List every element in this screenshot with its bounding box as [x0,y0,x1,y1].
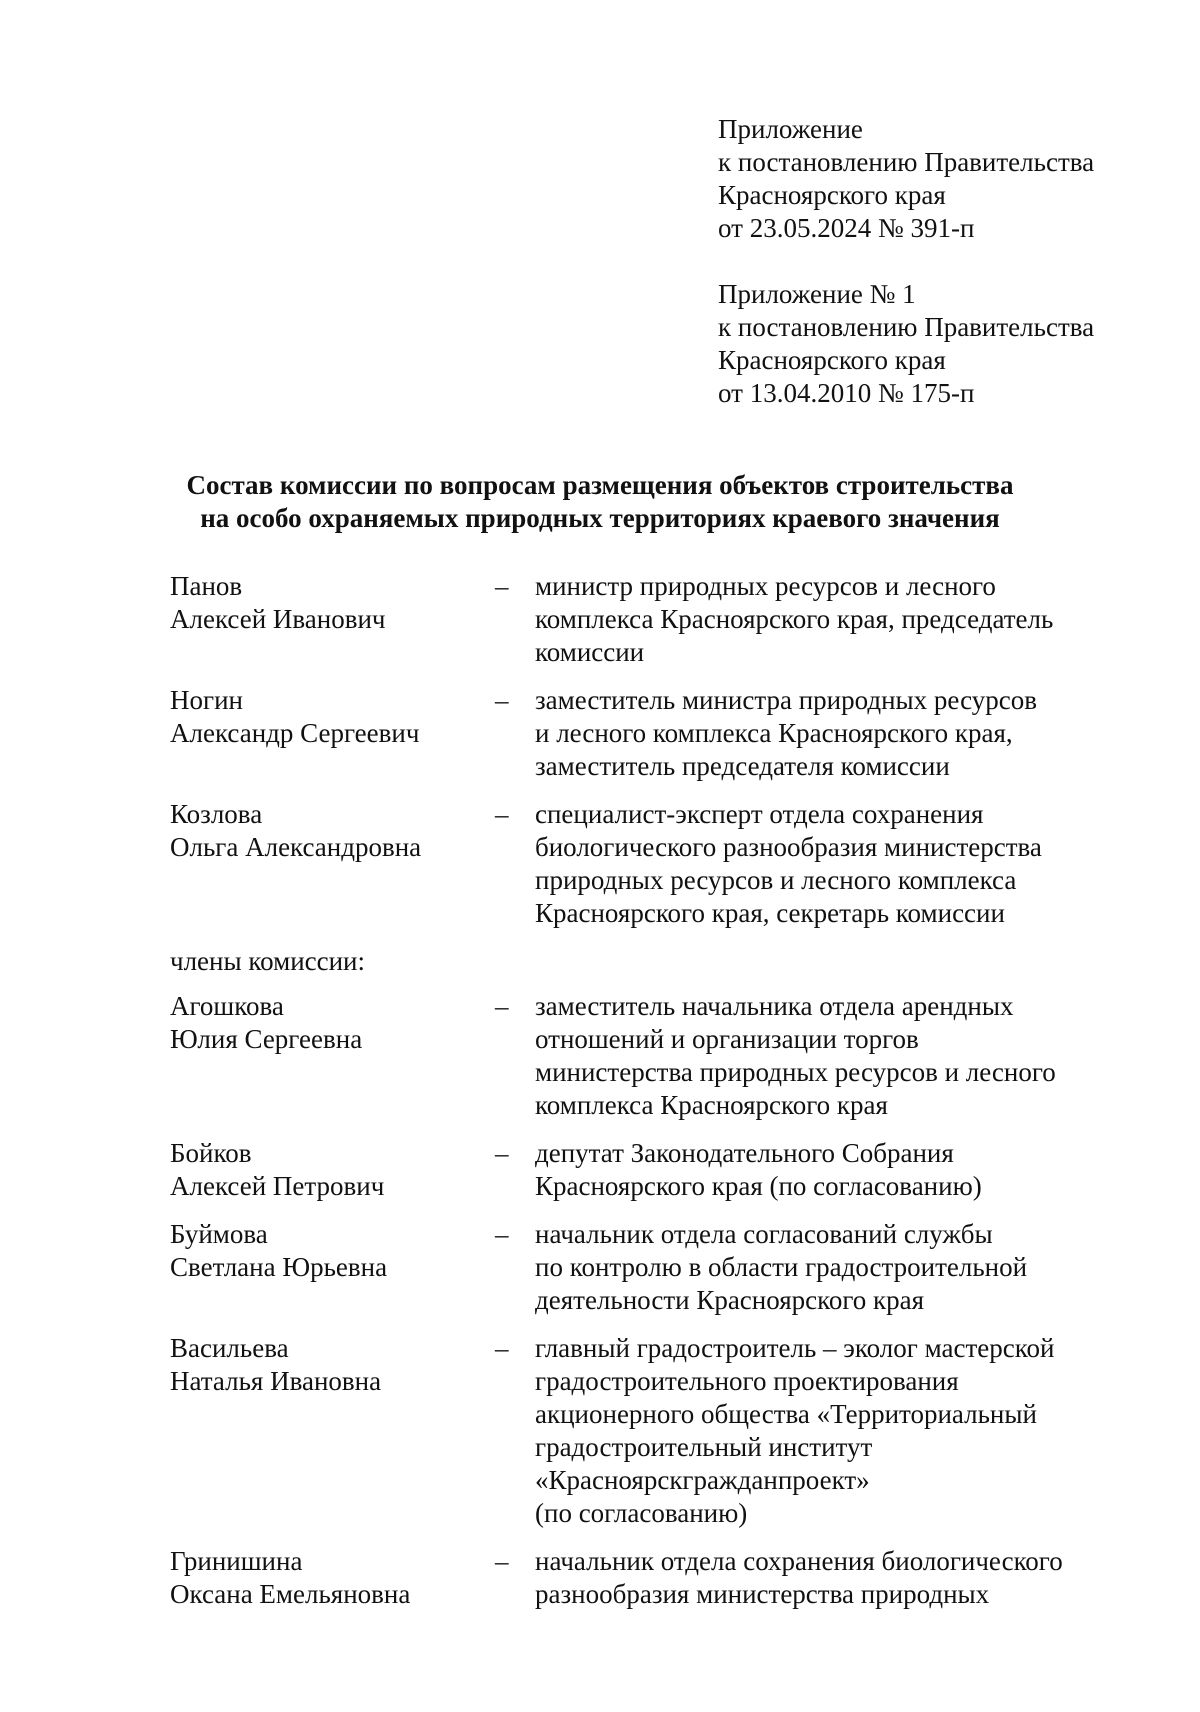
member-role-line: акционерного общества «Территориальный [535,1399,1037,1429]
member-dash: – [495,1219,509,1249]
member-dash: – [495,1333,509,1363]
member-surname: Буймова [170,1219,268,1249]
member-name [170,1332,480,1398]
member-role [535,990,1110,1122]
member-given-names: Оксана Емельяновна [170,1579,411,1609]
member-role-line: Красноярского края, секретарь комиссии [535,898,1005,928]
member-role-line: градостроительного проектирования [535,1366,959,1396]
member-role-line: комиссии [535,637,645,667]
title-line: на особо охраняемых природных территориях краевого значения [200,503,1000,533]
member-surname: Козлова [170,799,263,829]
member-role [535,684,1110,783]
member-name [170,684,480,750]
member-role-line: начальник отдела сохранения биологического [535,1546,1063,1576]
member-surname: Панов [170,571,243,601]
member-given-names: Александр Сергеевич [170,718,420,748]
member-role [535,570,1110,669]
member-role [535,1137,1110,1203]
member-role-line: министр природных ресурсов и лесного [535,571,996,601]
member-role-line: депутат Законодательного Собрания [535,1138,954,1168]
appendix-line: Красноярского края [718,180,946,210]
member-dash: – [495,571,509,601]
member-role-line: начальник отдела согласований службы [535,1219,993,1249]
appendix-line: от 13.04.2010 № 175-п [718,378,975,408]
member-surname: Агошкова [170,991,284,1021]
commission-member-entry [170,1218,1130,1317]
member-role-line: заместитель министра природных ресурсов [535,685,1037,715]
appendix-current-header [718,113,1158,245]
member-role-line: по контролю в области градостроительной [535,1252,1028,1282]
commission-member-entry [170,570,1130,669]
member-role-line: градостроительный институт [535,1432,873,1462]
member-role-line: заместитель начальника отдела арендных [535,991,1014,1021]
member-role-line: комплекса Красноярского края [535,1090,888,1120]
member-role-line: биологического разнообразия министерства [535,832,1042,862]
members-section-label: члены комиссии: [170,946,366,976]
member-name [170,1545,480,1611]
commission-member-entry [170,990,1130,1122]
member-surname: Ногин [170,685,243,715]
commission-member-entry [170,1332,1130,1530]
member-role-line: специалист-эксперт отдела сохранения [535,799,984,829]
member-role-line: деятельности Красноярского края [535,1285,925,1315]
member-dash: – [495,991,509,1021]
member-role [535,798,1110,930]
member-name [170,798,480,864]
member-role [535,1545,1110,1611]
appendix-original-header [718,278,1158,410]
member-role-line: Красноярского края (по согласованию) [535,1171,982,1201]
member-name [170,1218,480,1284]
member-dash: – [495,685,509,715]
commission-member-entry [170,1545,1130,1611]
member-dash: – [495,799,509,829]
member-role-line: и лесного комплекса Красноярского края, [535,718,1013,748]
appendix-line: к постановлению Правительства [718,312,1095,342]
member-role-line: министерства природных ресурсов и лесного [535,1057,1056,1087]
member-dash: – [495,1546,509,1576]
commission-member-entry [170,684,1130,783]
member-role-line: разнообразия министерства природных [535,1579,990,1609]
member-given-names: Светлана Юрьевна [170,1252,388,1282]
member-dash: – [495,1138,509,1168]
member-surname: Гринишина [170,1546,303,1576]
commission-composition-list [170,570,1130,1626]
member-role [535,1218,1110,1317]
member-role-line: заместитель председателя комиссии [535,751,950,781]
member-role-line: главный градостроитель – эколог мастерской [535,1333,1055,1363]
commission-member-entry [170,1137,1130,1203]
commission-member-entry [170,798,1130,930]
member-name [170,570,480,636]
appendix-line: от 23.05.2024 № 391-п [718,213,975,243]
appendix-line: Приложение [718,114,863,144]
member-given-names: Наталья Ивановна [170,1366,382,1396]
member-role-line: отношений и организации торгов [535,1024,919,1054]
title-line: Состав комиссии по вопросам размещения объектов строительства [186,470,1014,500]
member-name [170,1137,480,1203]
member-role-line: природных ресурсов и лесного комплекса [535,865,1017,895]
member-role-line: (по согласованию) [535,1498,748,1528]
appendix-line: Приложение № 1 [718,279,916,309]
member-given-names: Алексей Петрович [170,1171,385,1201]
member-given-names: Алексей Иванович [170,604,386,634]
member-given-names: Юлия Сергеевна [170,1024,363,1054]
member-surname: Бойков [170,1138,252,1168]
member-name [170,990,480,1056]
member-role-line: «Красноярскгражданпроект» [535,1465,870,1495]
member-role [535,1332,1110,1530]
appendix-line: Красноярского края [718,345,946,375]
document-title [100,469,1100,535]
member-role-line: комплекса Красноярского края, председатель [535,604,1054,634]
member-given-names: Ольга Александровна [170,832,422,862]
appendix-line: к постановлению Правительства [718,147,1095,177]
member-surname: Васильева [170,1333,289,1363]
